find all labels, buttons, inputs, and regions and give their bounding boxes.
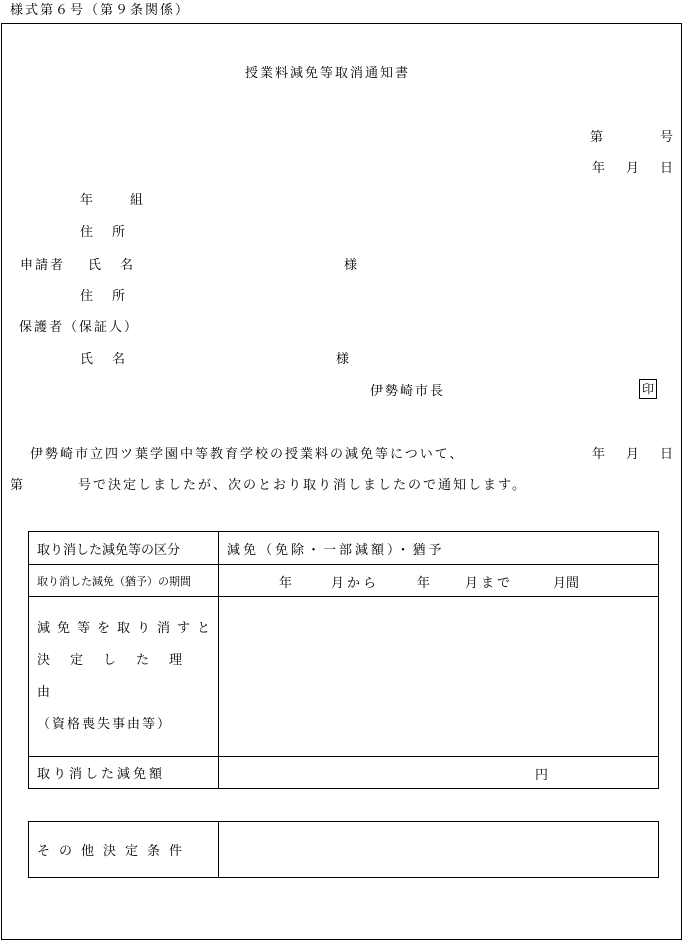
document-number-suffix: 号 <box>660 130 674 145</box>
form-label: 様式第６号（第９条関係） <box>10 3 191 18</box>
notice-body-line2: 号で決定しましたが、次のとおり取り消しましたので通知します。 <box>78 478 527 493</box>
table-row <box>29 597 659 757</box>
guardian-role-label: 保護者（保証人） <box>19 320 140 335</box>
official-seal-box: 印 <box>639 379 657 399</box>
table-row <box>29 532 659 565</box>
period-from-year: 年 <box>279 576 293 591</box>
notice-date-year: 年 <box>592 447 606 462</box>
table-row <box>29 757 659 789</box>
period-to-year: 年 <box>417 576 431 591</box>
date-day: 日 <box>660 161 674 176</box>
amount-label: 取り消した減免額 <box>29 757 219 789</box>
other-conditions-table <box>28 821 659 878</box>
guardian-name-label-1: 氏 <box>80 352 94 367</box>
guardian-address-label-1: 住 <box>80 289 94 304</box>
period-label: 取り消した減免（猶予）の期間 <box>29 565 219 597</box>
table-row <box>29 822 659 878</box>
grade-class-label: 組 <box>130 193 144 208</box>
other-conditions-value <box>219 822 659 878</box>
date-year: 年 <box>592 161 606 176</box>
guardian-honorific: 様 <box>336 352 350 367</box>
notice-date-day: 日 <box>660 447 674 462</box>
applicant-name-label-1: 氏 <box>88 258 102 273</box>
document-title: 授業料減免等取消通知書 <box>245 66 411 81</box>
amount-value <box>219 757 659 789</box>
period-from-month: 月から <box>331 576 380 591</box>
reason-label <box>29 597 219 757</box>
notice-date-month: 月 <box>626 447 640 462</box>
category-label: 取り消した減免等の区分 <box>29 532 219 565</box>
guardian-name-label-2: 名 <box>112 352 126 367</box>
period-to-month: 月まで <box>465 576 514 591</box>
grade-year-label: 年 <box>80 193 94 208</box>
notice-body-line2-prefix: 第 <box>10 478 24 493</box>
table-row <box>29 565 659 597</box>
category-value: 減免（免除・一部減額）・猶予 <box>219 532 659 565</box>
amount-currency-unit: 円 <box>535 768 549 783</box>
applicant-address-label-2: 所 <box>112 225 126 240</box>
period-value <box>219 565 659 597</box>
applicant-address-label-1: 住 <box>80 225 94 240</box>
reason-value <box>219 597 659 757</box>
applicant-role-label: 申請者 <box>20 258 66 273</box>
applicant-name-label-2: 名 <box>120 258 134 273</box>
reason-label-line3: （資格喪失事由等） <box>37 716 173 732</box>
period-months: 月間 <box>553 576 580 591</box>
other-conditions-label: その他決定条件 <box>29 822 219 878</box>
guardian-address-label-2: 所 <box>112 289 126 304</box>
reason-label-line1: 減免等を取り消すと <box>37 620 218 636</box>
notice-body-line1: 伊勢崎市立四ツ葉学園中等教育学校の授業料の減免等について、 <box>30 447 465 462</box>
issuer-title: 伊勢崎市長 <box>370 384 446 399</box>
document-number-prefix: 第 <box>590 130 604 145</box>
reason-label-line2: 決定した理由 <box>37 652 203 700</box>
applicant-honorific: 様 <box>344 258 358 273</box>
cancellation-details-table <box>28 531 659 789</box>
date-month: 月 <box>626 161 640 176</box>
